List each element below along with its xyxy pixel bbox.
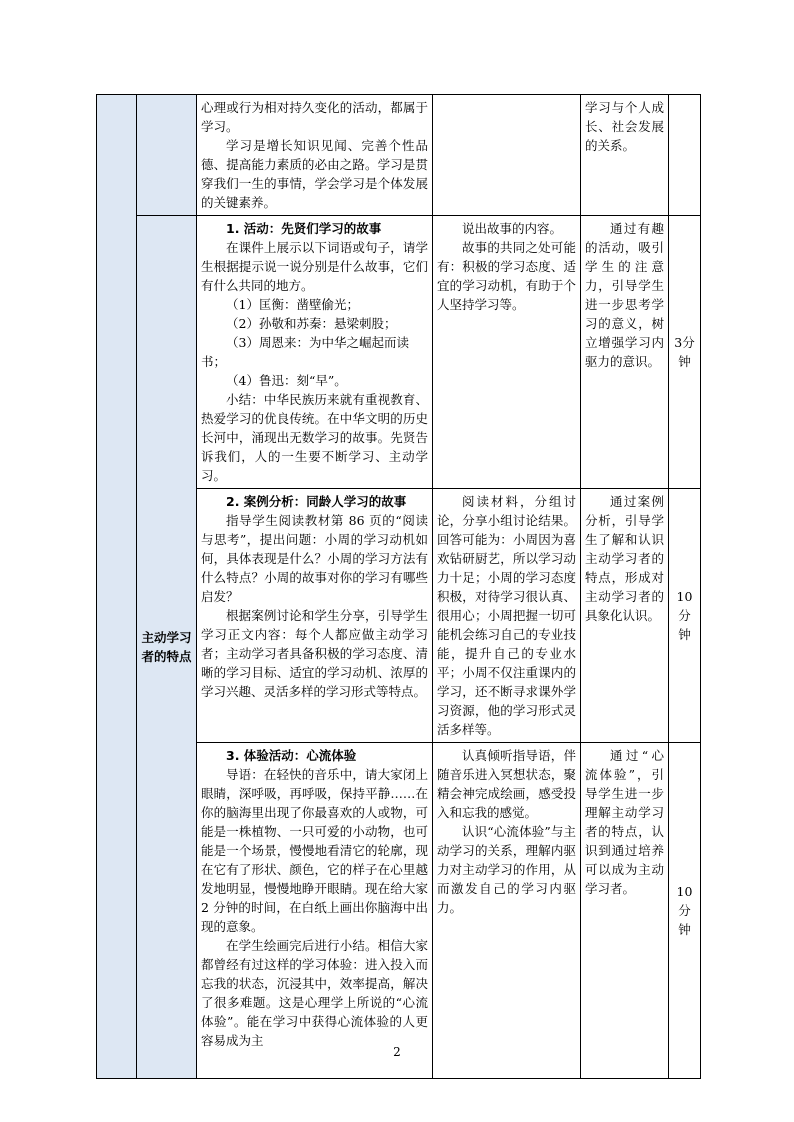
student-activity-cell bbox=[433, 216, 581, 489]
left-blank-column bbox=[97, 95, 137, 1079]
time-cell bbox=[669, 489, 701, 743]
student-activity-cell bbox=[433, 743, 581, 1079]
section-label bbox=[137, 216, 197, 1079]
list-item: （2）孙敬和苏秦：悬梁刺股； bbox=[226, 316, 397, 331]
time-text: 3分钟 bbox=[674, 335, 695, 369]
activity-title: 3. 体验活动：心流体验 bbox=[226, 748, 357, 763]
body-text: 在课件上展示以下词语或句子，请学生根据提示说一说分别是什么故事，它们有什么共同的地方。 bbox=[201, 240, 428, 293]
intent-text: 通过有趣的活动，吸引学生的注意力，引导学生进一步思考学习的意义，树立增强学习内驱力的意识。 bbox=[585, 221, 664, 369]
body-text: 导语：在轻快的音乐中，请大家闭上眼睛，深呼吸，再呼吸，保持平静……在你的脑海里出现了你最喜欢的人或物，可能是一株植物、一只可爱的小动物，也可能是一个场景，慢慢地看清它的轮廓，现在它有了形状、颜色，它的样子在心里越发地明显，慢慢地睁开眼睛。现在给大家 2 分钟的时间，在白纸上画出你脑海中出现的意象。 bbox=[201, 767, 428, 934]
student-text: 故事的共同之处可能有：积极的学习态度、适宜的学习动机，有助于个人坚持学习等。 bbox=[437, 240, 576, 312]
time-text: 10分钟 bbox=[676, 589, 693, 642]
intent-text: 学习与个人成长、社会发展的关系。 bbox=[585, 100, 664, 153]
activity-title: 1. 活动：先贤们学习的故事 bbox=[226, 221, 382, 236]
teacher-activity-cell bbox=[197, 743, 433, 1079]
table-row bbox=[97, 216, 701, 489]
page-number: 2 bbox=[393, 1045, 401, 1059]
teacher-activity-cell bbox=[197, 489, 433, 743]
design-intent-cell bbox=[581, 216, 669, 489]
student-text: 阅读材料，分组讨论，分享小组讨论结果。回答可能为：小周因为喜欢钻研厨艺，所以学习动力十足；小周的学习态度积极，对待学习很认真、很用心；小周把握一切可能机会练习自己的专业技能，提升自己的专业水平；小周不仅注重课内的学习，还不断寻求课外学习资源，他的学习形式灵活多样等。 bbox=[437, 494, 576, 737]
intent-text: 通过案例分析，引导学生了解和认识主动学习者的特点，形成对主动学习者的具象化认识。 bbox=[585, 494, 664, 623]
body-text: 心理或行为相对持久变化的活动，都属于学习。 bbox=[201, 100, 428, 134]
section-label-text: 主动学习者的特点 bbox=[141, 630, 192, 664]
student-activity-cell bbox=[433, 95, 581, 216]
student-activity-cell bbox=[433, 489, 581, 743]
time-cell bbox=[669, 95, 701, 216]
section-cell-top bbox=[137, 95, 197, 216]
student-text: 认识“心流体验”与主动学习的关系，理解内驱力对主动学习的作用，从而激发自己的学习内驱力。 bbox=[437, 824, 576, 915]
table-row bbox=[97, 95, 701, 216]
lesson-plan-table bbox=[96, 94, 701, 1079]
design-intent-cell bbox=[581, 489, 669, 743]
activity-title: 2. 案例分析：同龄人学习的故事 bbox=[226, 494, 407, 509]
intent-text: 通过“心流体验”，引导学生进一步理解主动学习者的特点，认识到通过培养可以成为主动学习者。 bbox=[585, 748, 664, 896]
student-text: 认真倾听指导语，伴随音乐进入冥想状态，聚精会神完成绘画，感受投入和忘我的感觉。 bbox=[437, 748, 576, 820]
summary-text: 小结：中华民族历来就有重视教育、热爱学习的优良传统。在中华文明的历史长河中，涌现出无数学习的故事。先贤告诉我们，人的一生要不断学习、主动学习。 bbox=[201, 392, 428, 483]
student-text: 说出故事的内容。 bbox=[462, 221, 563, 236]
time-text: 10分钟 bbox=[676, 884, 693, 937]
teacher-activity-cell bbox=[197, 216, 433, 489]
time-cell bbox=[669, 743, 701, 1079]
body-text: 指导学生阅读教材第 86 页的“阅读与思考”，提出问题：小周的学习动机如何，具体表现是什么？小周的学习方法有什么特点？小周的故事对你的学习有哪些启发？ bbox=[201, 513, 428, 604]
design-intent-cell bbox=[581, 743, 669, 1079]
body-text: 根据案例讨论和学生分享，引导学生学习正文内容：每个人都应做主动学习者；主动学习者具备积极的学习态度、清晰的学习目标、适宜的学习动机、浓厚的学习兴趣、灵活多样的学习形式等特点。 bbox=[201, 608, 428, 699]
design-intent-cell bbox=[581, 95, 669, 216]
teacher-activity-cell bbox=[197, 95, 433, 216]
list-item: （4）鲁迅：刻“早”。 bbox=[226, 373, 347, 388]
list-item: （1）匡衡：凿壁偷光； bbox=[226, 297, 359, 312]
time-cell bbox=[669, 216, 701, 489]
body-text: 在学生绘画完后进行小结。相信大家都曾经有过这样的学习体验：进入投入而忘我的状态，沉浸其中，效率提高，解决了很多难题。这是心理学上所说的“心流体验”。能在学习中获得心流体验的人更容易成为主 bbox=[201, 938, 428, 1048]
list-item: （3）周恩来：为中华之崛起而读书； bbox=[201, 335, 409, 369]
body-text: 学习是增长知识见闻、完善个性品德、提高能力素质的必由之路。学习是贯穿我们一生的事情，学会学习是个体发展的关键素养。 bbox=[201, 138, 428, 210]
